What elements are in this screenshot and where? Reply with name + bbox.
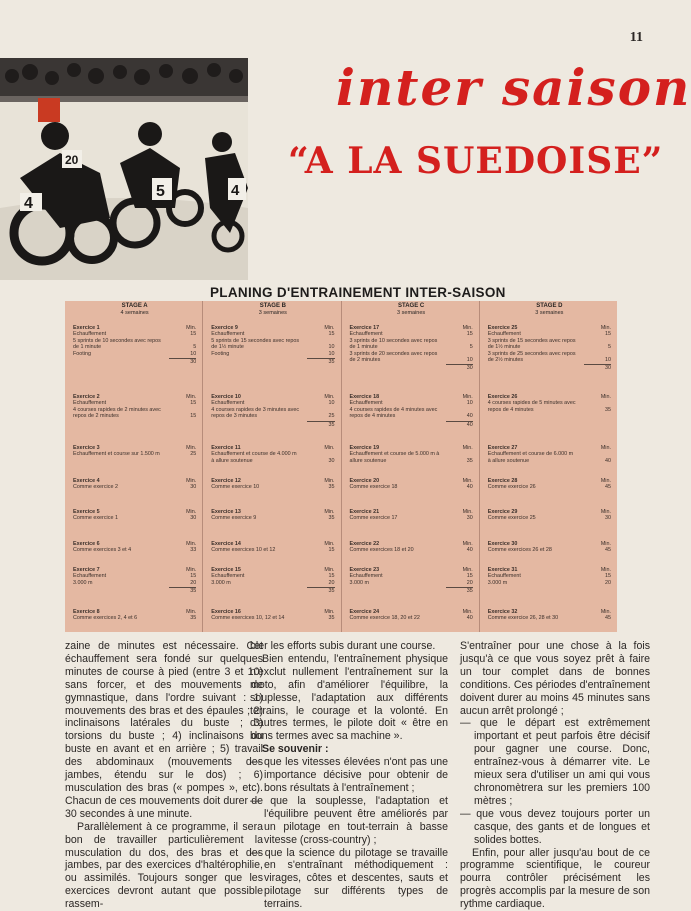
stage-header <box>211 303 334 323</box>
exercise-minutes: 35 <box>321 615 335 621</box>
exercise-total: 35 <box>169 587 196 594</box>
exercise-unit: Min. <box>324 509 334 515</box>
exercise-minutes: 15 <box>182 331 196 337</box>
exercise-minutes: 20 <box>597 580 611 586</box>
paragraph: Parallèlement à ce programme, il sera bon de travailler particulièrement la musculation du dos, des bras et des jambes, par des exercices d'haltérophilie, ou assimilés. Toujours songer que les exercices devront autant que possible rassem- <box>65 821 263 911</box>
exercise-name: Exercice 5 <box>73 509 100 515</box>
exercise-unit: Min. <box>324 325 334 331</box>
exercise-step: Echauffement et course de 4.000 m <box>211 451 296 457</box>
exercise-name: Exercice 4 <box>73 478 100 484</box>
exercise-step: 3 sprints de 10 secondes avec repos <box>350 338 438 344</box>
exercise-minutes: 30 <box>597 515 611 521</box>
exercise-step: Comme exercice 10 <box>211 484 259 490</box>
exercise-unit: Min. <box>463 394 473 400</box>
exercise-line <box>211 515 334 521</box>
exercise-line <box>350 357 473 363</box>
exercise-block <box>350 509 473 522</box>
stage-label: STAGE B <box>260 303 286 309</box>
exercise-minutes: 30 <box>459 515 473 521</box>
exercise-unit: Min. <box>186 394 196 400</box>
text-column-1 <box>65 640 263 911</box>
exercise-step: Echauffement et course de 5.000 m à <box>350 451 440 457</box>
exercise-minutes: 15 <box>182 573 196 579</box>
paragraph: — que le départ est extrêmement important et peut parfois être décisif pour gagner une course. Donc, entraînez-vous à démarrer vite. Le mieux sera d'utiliser un ami qui vous chronomètrera sur les premiers 100 mètres ; <box>460 717 650 807</box>
exercise-name: Exercice 2 <box>73 394 100 400</box>
motocross-riders-image <box>0 58 248 280</box>
exercise-total: 30 <box>446 364 473 371</box>
exercise-line <box>350 515 473 521</box>
exercise-line <box>73 615 196 621</box>
exercise-total: 35 <box>446 587 473 594</box>
exercise-minutes: 35 <box>459 458 473 464</box>
exercise-block <box>488 325 611 372</box>
exercise-unit: Min. <box>324 567 334 573</box>
exercise-step: 3 sprints de 15 secondes avec repos <box>488 338 576 344</box>
paragraph: S'entraîner pour une chose à la fois jusqu'à ce que vous soyez prêt à faire un tour complet dans de bonnes conditions. Ces périodes d'entraînement doivent durer au moins 45 minutes sans aucun arrêt prolongé ; <box>460 640 650 717</box>
exercise-step: 4 courses rapides de 3 minutes avec <box>211 407 299 413</box>
exercise-step: Comme exercice 9 <box>211 515 256 521</box>
exercise-step: Echauffement et course sur 1.500 m <box>73 451 160 457</box>
stage-column <box>479 301 617 632</box>
exercise-minutes: 10 <box>459 400 473 406</box>
exercise-line <box>73 451 196 457</box>
svg-text:5: 5 <box>156 183 165 200</box>
exercise-name: Exercice 9 <box>211 325 238 331</box>
exercise-block <box>73 541 196 554</box>
exercise-total: 35 <box>307 358 334 365</box>
exercise-name: Exercice 17 <box>350 325 380 331</box>
exercise-unit: Min. <box>186 609 196 615</box>
exercise-step: Comme exercices 10 et 12 <box>211 547 275 553</box>
exercise-step: repos de 4 minutes <box>350 413 396 419</box>
exercise-unit: Min. <box>601 325 611 331</box>
exercise-minutes: 45 <box>597 547 611 553</box>
exercise-name: Exercice 7 <box>73 567 100 573</box>
exercise-name: Exercice 12 <box>211 478 241 484</box>
exercise-name: Exercice 25 <box>488 325 518 331</box>
exercise-step: 3 sprints de 25 secondes avec repos <box>488 351 576 357</box>
exercise-name: Exercice 20 <box>350 478 380 484</box>
exercise-name: Exercice 27 <box>488 445 518 451</box>
exercise-unit: Min. <box>463 325 473 331</box>
svg-text:4: 4 <box>24 195 33 212</box>
exercise-name: Exercice 30 <box>488 541 518 547</box>
exercise-minutes: 33 <box>182 547 196 553</box>
page-number: 11 <box>630 30 643 46</box>
exercise-step: Comme exercice 2 <box>73 484 118 490</box>
exercise-block <box>211 609 334 622</box>
exercise-block <box>350 567 473 595</box>
exercise-minutes: 30 <box>321 458 335 464</box>
exercise-minutes: 10 <box>321 400 335 406</box>
exercise-step: Comme exercices 3 et 4 <box>73 547 131 553</box>
exercise-step: 3.000 m <box>350 580 369 586</box>
exercise-name: Exercice 15 <box>211 567 241 573</box>
exercise-unit: Min. <box>601 445 611 451</box>
exercise-line <box>350 547 473 553</box>
exercise-total: 35 <box>307 421 334 428</box>
paragraph: zaine de minutes est nécessaire. Cet échauffement sera fondé sur quelques minutes de course à pied (entre 3 et 10) sans forcer, et des mouvements de gymnastique, dans l'ordre suivant : 1) mouvements des bras et des épaules ; 2) inclinaisons latérales du buste ; 3) torsions du buste ; 4) inclinaisons du buste en avant et en arrière ; 5) travail des abdominaux (mouvements des jambes, étendu sur le dos) ; 6) musculation des bras (« pompes », etc). Chacun de ces mouvements doit durer de 30 secondes à une minute. <box>65 640 263 821</box>
exercise-name: Exercice 21 <box>350 509 380 515</box>
exercise-block <box>211 445 334 464</box>
exercise-minutes: 10 <box>182 351 196 357</box>
exercise-block <box>350 394 473 428</box>
exercise-unit: Min. <box>324 541 334 547</box>
exercise-line <box>488 484 611 490</box>
exercise-unit: Min. <box>601 394 611 400</box>
stage-column <box>341 301 479 632</box>
exercise-unit: Min. <box>601 478 611 484</box>
paragraph: — que vous devez toujours porter un casque, des gants et de longues et solides bottes. <box>460 808 650 847</box>
exercise-block <box>350 478 473 491</box>
exercise-minutes: 5 <box>597 344 611 350</box>
exercise-minutes: 15 <box>459 331 473 337</box>
exercise-minutes: 40 <box>459 484 473 490</box>
exercise-step: repos de 2 minutes <box>73 413 119 419</box>
exercise-block <box>350 445 473 464</box>
stage-label: STAGE C <box>398 303 424 309</box>
exercise-step: 4 courses rapides de 5 minutes avec <box>488 400 576 406</box>
paragraph: — que la science du pilotage se travaille en s'entraînant méthodiquement : virages, côtes et descentes, sauts et pilotage sur différents types de terrains. <box>250 847 448 911</box>
paragraph: Se souvenir : <box>250 743 448 756</box>
exercise-step: à allure soutenue <box>211 458 252 464</box>
stage-label: STAGE A <box>122 303 148 309</box>
text-column-3 <box>460 640 650 911</box>
exercise-line <box>350 413 473 419</box>
exercise-step: Echauffement <box>488 573 521 579</box>
exercise-line <box>350 580 473 586</box>
text-column-2 <box>250 640 448 911</box>
exercise-step: de 1 minute <box>350 344 378 350</box>
exercise-minutes: 45 <box>597 484 611 490</box>
exercise-total: 30 <box>584 364 611 371</box>
exercise-line <box>73 413 196 419</box>
exercise-total: 30 <box>169 358 196 365</box>
exercise-line <box>350 484 473 490</box>
exercise-unit: Min. <box>463 445 473 451</box>
exercise-block <box>488 541 611 554</box>
exercise-minutes: 10 <box>459 357 473 363</box>
exercise-minutes: 40 <box>459 615 473 621</box>
stage-header <box>350 303 473 323</box>
exercise-minutes: 30 <box>182 515 196 521</box>
stage-header <box>73 303 196 323</box>
exercise-unit: Min. <box>463 541 473 547</box>
svg-text:20: 20 <box>65 153 79 167</box>
exercise-line <box>73 484 196 490</box>
exercise-name: Exercice 28 <box>488 478 518 484</box>
exercise-block <box>488 445 611 464</box>
exercise-block <box>350 541 473 554</box>
exercise-minutes: 15 <box>459 573 473 579</box>
paragraph: Enfin, pour aller jusqu'au bout de ce programme scientifique, le coureur pourra contrôler précisément les progrès accomplis par la mesure de son rythme cardiaque. <box>460 847 650 911</box>
exercise-line <box>488 615 611 621</box>
exercise-block <box>211 541 334 554</box>
exercise-step: repos de 3 minutes <box>211 413 257 419</box>
exercise-minutes: 35 <box>321 515 335 521</box>
exercise-step: Echauffement <box>211 400 244 406</box>
exercise-step: Echauffement <box>350 331 383 337</box>
exercise-step: 3.000 m <box>211 580 230 586</box>
exercise-step: Echauffement <box>73 573 106 579</box>
exercise-unit: Min. <box>186 478 196 484</box>
exercise-minutes: 5 <box>182 344 196 350</box>
exercise-minutes: 20 <box>182 580 196 586</box>
exercise-name: Exercice 11 <box>211 445 240 451</box>
exercise-minutes: 35 <box>182 615 196 621</box>
exercise-block <box>350 325 473 372</box>
exercise-minutes: 35 <box>597 407 611 413</box>
stage-header <box>488 303 611 323</box>
paragraph: bler les efforts subis durant une course. <box>250 640 448 653</box>
exercise-minutes: 15 <box>321 331 335 337</box>
exercise-line <box>211 413 334 419</box>
exercise-minutes: 15 <box>182 400 196 406</box>
exercise-block <box>488 394 611 413</box>
stage-duration: 4 semaines <box>73 310 196 317</box>
exercise-step: Echauffement <box>73 400 106 406</box>
exercise-line <box>73 547 196 553</box>
exercise-step: Comme exercice 18, 20 et 22 <box>350 615 420 621</box>
exercise-minutes: 15 <box>321 573 335 579</box>
exercise-total: 35 <box>307 587 334 594</box>
exercise-minutes: 40 <box>459 547 473 553</box>
exercise-minutes: 30 <box>182 484 196 490</box>
exercise-step: Comme exercice 17 <box>350 515 398 521</box>
exercise-step: Echauffement et course de 6.000 m <box>488 451 573 457</box>
exercise-block <box>73 509 196 522</box>
exercise-block <box>211 325 334 365</box>
planning-title: PLANING D'ENTRAINEMENT INTER-SAISON <box>210 285 506 300</box>
exercise-minutes: 15 <box>182 413 196 419</box>
training-plan-table <box>65 301 617 632</box>
exercise-line <box>488 458 611 464</box>
exercise-block <box>211 478 334 491</box>
exercise-minutes: 15 <box>597 331 611 337</box>
exercise-minutes: 10 <box>321 344 335 350</box>
exercise-minutes: 15 <box>321 547 335 553</box>
exercise-line <box>73 351 196 357</box>
exercise-step: Echauffement <box>350 400 383 406</box>
exercise-step: Echauffement <box>488 331 521 337</box>
exercise-minutes: 10 <box>597 357 611 363</box>
exercise-unit: Min. <box>601 541 611 547</box>
exercise-line <box>211 484 334 490</box>
exercise-block <box>211 509 334 522</box>
exercise-name: Exercice 22 <box>350 541 380 547</box>
exercise-minutes: 40 <box>597 458 611 464</box>
exercise-name: Exercice 23 <box>350 567 380 573</box>
exercise-step: de 2 minutes <box>350 357 381 363</box>
exercise-step: Comme exercice 25 <box>488 515 536 521</box>
exercise-name: Exercice 31 <box>488 567 518 573</box>
exercise-step: 5 sprints de 10 secondes avec repos <box>73 338 161 344</box>
exercise-line <box>73 515 196 521</box>
exercise-unit: Min. <box>324 478 334 484</box>
exercise-unit: Min. <box>324 445 334 451</box>
exercise-step: Footing <box>73 351 91 357</box>
exercise-step: de 1½ minute <box>488 344 521 350</box>
exercise-step: Echauffement <box>350 573 383 579</box>
svg-text:4: 4 <box>231 182 240 199</box>
exercise-line <box>488 407 611 413</box>
exercise-block <box>73 394 196 420</box>
exercise-line <box>350 615 473 621</box>
exercise-block <box>488 609 611 622</box>
exercise-step: de 1½ minute <box>211 344 244 350</box>
exercise-unit: Min. <box>601 609 611 615</box>
stage-column <box>202 301 340 632</box>
exercise-unit: Min. <box>463 567 473 573</box>
exercise-block <box>73 609 196 622</box>
paragraph: — que les vitesses élevées n'ont pas une importance décisive pour obtenir de bons résultats à l'entraînement ; <box>250 756 448 795</box>
exercise-unit: Min. <box>463 509 473 515</box>
exercise-block <box>73 325 196 365</box>
exercise-step: Comme exercices 2, 4 et 6 <box>73 615 137 621</box>
exercise-line <box>211 615 334 621</box>
exercise-line <box>211 458 334 464</box>
exercise-step: 4 courses rapides de 2 minutes avec <box>73 407 161 413</box>
paragraph: — que la souplesse, l'adaptation et l'équilibre peuvent être améliorés par un pilotage en tout-terrain à basse vitesse (cross-country) ; <box>250 795 448 847</box>
exercise-unit: Min. <box>601 509 611 515</box>
exercise-minutes: 5 <box>459 344 473 350</box>
exercise-step: Comme exercice 18 <box>350 484 398 490</box>
exercise-unit: Min. <box>186 541 196 547</box>
exercise-minutes: 15 <box>597 573 611 579</box>
stage-column <box>65 301 202 632</box>
exercise-name: Exercice 6 <box>73 541 100 547</box>
exercise-unit: Min. <box>186 445 196 451</box>
exercise-minutes: 20 <box>459 580 473 586</box>
exercise-line <box>488 515 611 521</box>
exercise-unit: Min. <box>463 478 473 484</box>
exercise-step: Echauffement <box>73 331 106 337</box>
exercise-unit: Min. <box>324 394 334 400</box>
exercise-step: repos de 4 minutes <box>488 407 534 413</box>
exercise-block <box>488 509 611 522</box>
exercise-step: de 2½ minutes <box>488 357 523 363</box>
article-title: inter saison <box>336 58 676 117</box>
exercise-block <box>211 567 334 595</box>
exercise-block <box>73 445 196 458</box>
exercise-minutes: 40 <box>459 413 473 419</box>
exercise-step: Comme exercices 18 et 20 <box>350 547 414 553</box>
exercise-name: Exercice 32 <box>488 609 518 615</box>
exercise-name: Exercice 3 <box>73 445 100 451</box>
article-subtitle: “A LA SUEDOISE” <box>288 140 678 182</box>
exercise-name: Exercice 10 <box>211 394 241 400</box>
motocross-photo <box>0 58 248 280</box>
exercise-step: à allure soutenue <box>488 458 529 464</box>
exercise-step: 3 sprints de 20 secondes avec repos <box>350 351 438 357</box>
exercise-line <box>350 458 473 464</box>
exercise-block <box>211 394 334 428</box>
exercise-step: Footing <box>211 351 229 357</box>
exercise-step: Comme exercice 26, 28 et 30 <box>488 615 558 621</box>
exercise-step: Comme exercice 26 <box>488 484 536 490</box>
exercise-step: 4 courses rapides de 4 minutes avec <box>350 407 438 413</box>
exercise-name: Exercice 14 <box>211 541 241 547</box>
exercise-unit: Min. <box>186 509 196 515</box>
exercise-line <box>488 547 611 553</box>
exercise-unit: Min. <box>601 567 611 573</box>
exercise-block <box>488 478 611 491</box>
exercise-step: 3.000 m <box>73 580 92 586</box>
exercise-name: Exercice 8 <box>73 609 100 615</box>
exercise-name: Exercice 29 <box>488 509 518 515</box>
exercise-name: Exercice 18 <box>350 394 380 400</box>
exercise-unit: Min. <box>186 567 196 573</box>
exercise-total: 40 <box>446 421 473 428</box>
exercise-block <box>488 567 611 586</box>
exercise-block <box>350 609 473 622</box>
exercise-step: 3.000 m <box>488 580 507 586</box>
exercise-step: Comme exercices 26 et 28 <box>488 547 552 553</box>
exercise-block <box>73 478 196 491</box>
exercise-minutes: 20 <box>321 580 335 586</box>
exercise-line <box>73 580 196 586</box>
exercise-line <box>211 580 334 586</box>
exercise-minutes: 35 <box>321 484 335 490</box>
exercise-line <box>488 357 611 363</box>
exercise-name: Exercice 26 <box>488 394 518 400</box>
exercise-unit: Min. <box>463 609 473 615</box>
exercise-name: Exercice 16 <box>211 609 241 615</box>
exercise-line <box>211 351 334 357</box>
exercise-block <box>73 567 196 595</box>
exercise-name: Exercice 13 <box>211 509 241 515</box>
stage-duration: 3 semaines <box>488 310 611 317</box>
exercise-step: de 1 minute <box>73 344 101 350</box>
stage-duration: 3 semaines <box>211 310 334 317</box>
exercise-name: Exercice 1 <box>73 325 100 331</box>
exercise-unit: Min. <box>186 325 196 331</box>
exercise-name: Exercice 19 <box>350 445 380 451</box>
exercise-step: 5 sprints de 15 secondes avec repos <box>211 338 299 344</box>
exercise-minutes: 25 <box>182 451 196 457</box>
exercise-step: allure soutenue <box>350 458 387 464</box>
paragraph: Bien entendu, l'entraînement physique n'exclut nullement l'entraînement sur la moto, afin d'améliorer l'équilibre, la souplesse, l'adaptation aux différents terrains, le courage et la volonté. En d'autres termes, le pilote doit « être en bons termes avec sa machine ». <box>250 653 448 743</box>
exercise-step: Comme exercice 1 <box>73 515 118 521</box>
exercise-step: Comme exercices 10, 12 et 14 <box>211 615 284 621</box>
exercise-step: Echauffement <box>211 573 244 579</box>
exercise-minutes: 10 <box>321 351 335 357</box>
exercise-name: Exercice 24 <box>350 609 380 615</box>
exercise-minutes: 25 <box>321 413 335 419</box>
exercise-line <box>488 580 611 586</box>
stage-duration: 3 semaines <box>350 310 473 317</box>
exercise-step: Echauffement <box>211 331 244 337</box>
stage-label: STAGE D <box>536 303 562 309</box>
exercise-minutes: 45 <box>597 615 611 621</box>
exercise-unit: Min. <box>324 609 334 615</box>
exercise-line <box>211 547 334 553</box>
